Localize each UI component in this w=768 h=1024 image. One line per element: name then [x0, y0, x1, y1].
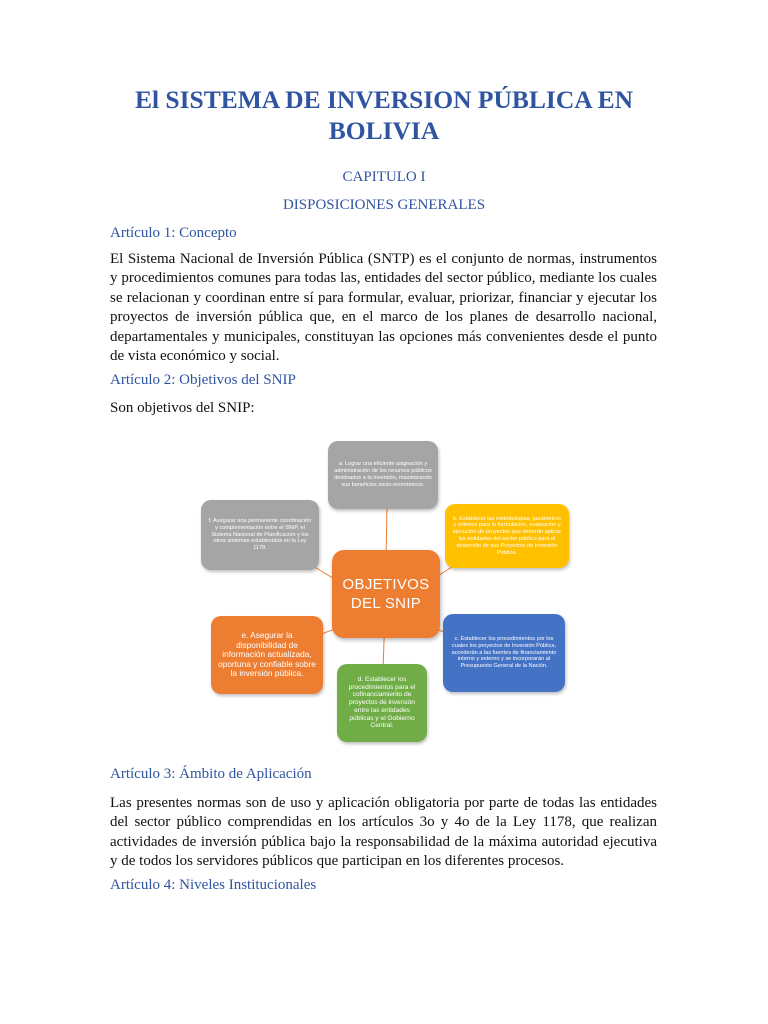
objective-node-d [337, 664, 427, 742]
objective-d-text: d. Establecer los procedimientos para el cofinanciamiento de proyectos de inversión entre las entidades públicas y el Gobierno Central. [348, 675, 416, 730]
objective-node-c [443, 614, 565, 692]
article-4-heading: Artículo 4: Niveles Institucionales [110, 877, 317, 893]
article-2-body: Son objetivos del SNIP: [110, 400, 255, 416]
objective-c-text: c. Establecer los procedimientos por los cuales los proyectos de Inversión Pública, accederán a las fuentes de financiamiento interno y externo y se incorporarán al Presupuesto General de la Nación. [451, 636, 557, 670]
objectives-diagram [195, 438, 575, 748]
section-heading: DISPOSICIONES GENERALES [282, 197, 486, 213]
objective-e-text: e. Asegurar la disponibilidad de información actualizada, oportuna y confiable sobre la inversión pública. [218, 630, 316, 679]
objective-node-a [328, 441, 438, 509]
article-1-heading: Artículo 1: Concepto [110, 225, 237, 241]
objectives-center-node [332, 550, 440, 638]
objective-a-text: a. Lograr una eficiente asignación y administración de los recursos públicos destinados a la inversión, maximizando sus beneficios socio-económicos. [334, 461, 432, 488]
article-3-body: Las presentes normas son de uso y aplicación obligatoria por parte de todas las entidades del sector público comprendidas en los artículos 3o y 4o de la Ley 1178, que realizan actividades de inversión pública bajo la responsabilidad de la máxima autoridad ejecutiva y de todos los servidores públicos que participan en los diferentes procesos. [110, 795, 657, 870]
chapter-heading: CAPITULO I [342, 169, 426, 185]
article-2-heading: Artículo 2: Objetivos del SNIP [110, 372, 296, 388]
objective-node-e [211, 616, 323, 694]
center-label: OBJETIVOS DEL SNIP [342, 576, 430, 612]
article-1-body: El Sistema Nacional de Inversión Pública (SNTP) es el conjunto de normas, instrumentos y procedimientos comunes para todas las, entidades del sector público, mediante los cuales se relacionan y coordinan entre sí para formular, evaluar, priorizar, financiar y ejecutar los proyectos de inversión pública que, en el marco de los planes de desarrollo nacional, departamentales y municipales, constituyan las opciones más convenientes desde el punto de vista económico y social. [110, 251, 657, 365]
objective-b-text: b. Establecer las metodologías, parámetros y criterios para la formulación, evaluación y ejecución de proyectos que deberán aplicar las entidades del sector público para el desarrollo de sus Proyectos de Inversión Pública. [452, 515, 562, 556]
article-3-heading: Artículo 3: Ámbito de Aplicación [110, 766, 312, 782]
objective-node-f [201, 500, 319, 570]
page-title: El SISTEMA DE INVERSION PÚBLICA EN BOLIVIA [134, 85, 634, 145]
objective-node-b [445, 504, 569, 568]
objective-f-text: f. Asegurar una permanente coordinación y complementación entre el SNIP, el Sistema Nacional de Planificación y los otros sistemas establecidos en la Ley 1178. [208, 518, 312, 552]
